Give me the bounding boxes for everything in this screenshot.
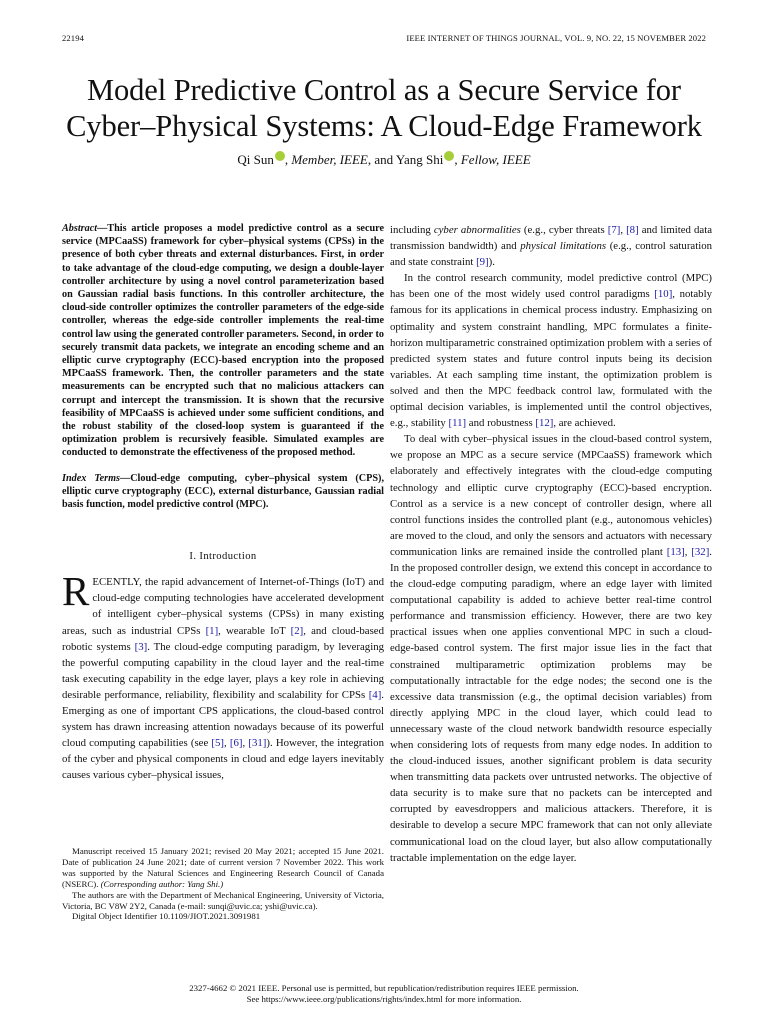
text-run: In the control research community, model predictive control (MPC) has been one of the most widely used control paradigms — [390, 272, 712, 301]
citation-link[interactable]: [31] — [248, 737, 267, 750]
orcid-icon[interactable] — [444, 151, 454, 161]
copyright-footer — [40, 983, 728, 1005]
body-paragraph — [390, 431, 712, 866]
text-run: , are achieved. — [553, 417, 616, 430]
journal-header: IEEE INTERNET OF THINGS JOURNAL, VOL. 9, NO. 22, 15 NOVEMBER 2022 — [406, 33, 706, 43]
index-terms-label: Index Terms — [62, 472, 120, 484]
citation-link[interactable]: [1] — [205, 624, 219, 637]
corresponding-author: (Corresponding author: Yang Shi.) — [100, 878, 224, 889]
text-run: , wearable IoT — [218, 624, 291, 637]
text-run: cyber abnormalities — [433, 224, 521, 236]
citation-link[interactable]: [3] — [134, 640, 148, 653]
footnotes — [62, 846, 384, 922]
citation-link[interactable]: [8] — [626, 224, 639, 236]
citation-link[interactable]: [11] — [448, 417, 467, 430]
text-run: , notably famous for its applications in chemical process industry. Emphasizing on optimality and system constraint handling, MPC formulates a finite-horizon multiparametric constrained optimization problem with a series of predicted system states and future control inputs being its decision variables. At each sampling time instant, the optimization problem is solved and then the MPC feedback control law, formulated with the optimal decision variables, is implemented until the control objectives, e.g., stability — [390, 288, 712, 430]
author-name[interactable]: Yang Shi — [395, 152, 444, 167]
text-run: physical limitations — [520, 240, 607, 253]
citation-link[interactable]: [10] — [654, 288, 673, 301]
text-run: (e.g., cyber threats — [520, 224, 608, 236]
text-run: ECENTLY, the rapid advancement of Internet-of-Things (IoT) and cloud-edge computing technologies have accelerated development of intelligent cyber–physical systems (CPSs) in many existing areas, such as industrial CPSs — [62, 576, 384, 637]
text-run: including — [390, 224, 434, 236]
citation-link[interactable]: [6] — [229, 737, 243, 750]
copyright-line: 2327-4662 © 2021 IEEE. Personal use is permitted, but republication/redistribution requires IEEE permission. — [189, 983, 579, 993]
orcid-icon[interactable] — [275, 151, 285, 161]
paper-title: Model Predictive Control as a Secure Service for Cyber–Physical Systems: A Cloud-Edge Framework — [66, 73, 702, 143]
index-terms — [62, 472, 384, 512]
text-run: , — [224, 737, 230, 750]
text-run: . In the proposed controller design, we extend this concept in accordance to the cloud-edge computing paradigm, where an edge layer with limited computational capability is added to achieve better real-time control performance and transmission efficiency. However, there are two key practical issues when one applies conventional MPC in such a cloud-edge-based control system. The first major issue lies in the fact that constrained multiparametric optimization problems may be computationally intractable for the edge nodes; the second one is the excessive data transmission (e.g., the optimal decision variables) from directly applying MPC in the cloud layer, which could lead to unnecessary waste of the cloud network bandwidth resource especially when considering lots of requests from many edge nodes. In addition to the cloud-induced issues, another significant problem is data security when transmitting data packets over untrusted networks. The objective of data security is to make sure that no packets can be intercepted and corrupted by eavesdroppers and malicious attackers. Therefore, it is desirable to develop a secure MPC framework that can not only alleviate communicational load on the cloud layer, but also allow computationally tractable implementation on the edge layer. — [390, 545, 712, 864]
author-name[interactable]: Qi Sun — [237, 152, 274, 167]
text-run: (e.g., control saturation and state constraint — [390, 240, 713, 269]
rights-link[interactable]: See https://www.ieee.org/publications/rights/index.html for more information. — [246, 994, 522, 1004]
left-column — [62, 222, 384, 783]
citation-link[interactable]: [9] — [476, 256, 489, 269]
abstract-dash: — — [97, 223, 108, 234]
citation-link[interactable]: [7] — [607, 224, 621, 236]
author-separator: , — [284, 152, 292, 167]
abstract-label: Abstract — [62, 223, 98, 234]
author-role: Member, IEEE — [291, 152, 368, 167]
text-run: To deal with cyber–physical issues in the cloud-based control system, we propose an MPC as a secure service (MPCaaSS) framework which elaborately and effectively integrates with the cloud-edge computing technology and elliptic curve cryptography (ECC)-based encryption. Control as a service is a new concept of controller design, where all control functions insides the controlled plant (e.g., autonomous vehicles) are moved to the cloud, and only the sensors and actuators with necessary communication links are remained inside the controlled plant — [390, 433, 712, 558]
intro-paragraph — [62, 568, 384, 783]
abstract — [62, 222, 384, 460]
citation-link[interactable]: [2] — [290, 624, 304, 637]
abstract-text: This article proposes a model predictive control as a secure service (MPCaaSS) framework for cyber–physical systems (CPSs) in the presence of both cyber threats and external disturbances. First, in order to take advantage of the cloud-edge computing, we design a double-layer controller architecture by using a novel control parameterization based on Gaussian radial basis functions. In this controller architecture, the cloud-side controller optimizes the controller parameters of the edge-side controller, whereas the edge-side controller implements the real-time control law using the generated controller parameters. Second, in order to securely transmit data packets, we integrate an encoding scheme and an elliptic curve cryptography (ECC)-based encryption into the proposed MPCaaSS framework. Then, the controller parameters and the state measurements can be encrypted such that no malicious attackers can corrupt and intercept the transmission. It is shown that the recursive feasibility of MPCaaSS is achieved under some sufficient conditions, and the robust stability of the closed-loop system is guaranteed if the optimization problem is recursively feasible. Simulated examples are conducted to demonstrate the effectiveness of the proposed method. — [62, 223, 384, 459]
text-run: ). However, the integration of the cyber and physical components in cloud and edge layers inevitably causes various cyber–physical issues, — [62, 737, 384, 782]
text-run: . Emerging as one of important CPS applications, the cloud-based control system has drawn increasing attention nowadays because of its powerful cloud computing capabilities (see — [62, 688, 384, 750]
citation-link[interactable]: [13] — [666, 545, 685, 558]
citation-link[interactable]: [32] — [691, 545, 710, 558]
text-run: and limited data transmission bandwidth) and — [390, 224, 712, 253]
text-run: ). — [488, 256, 495, 269]
drop-cap: R — [62, 568, 90, 615]
footnote-text: Manuscript received 15 January 2021; revised 20 May 2021; accepted 15 June 2021. Date of publication 24 June 2021; date of current version 7 November 2022. This work was supported by the Natural Sciences and Engineering Research Council of Canada (NSERC). — [62, 846, 384, 889]
footnote-manuscript — [62, 846, 384, 890]
citation-link[interactable]: [12] — [535, 417, 554, 430]
footnote-doi[interactable]: Digital Object Identifier 10.1109/JIOT.2021.3091981 — [72, 911, 261, 922]
footnote-affiliation: The authors are with the Department of Mechanical Engineering, University of Victoria, Victoria, BC V8W 2Y2, Canada (e-mail: sunqi@uvic.ca; yshi@uvic.ca). — [62, 889, 384, 911]
page-number: 22194 — [62, 33, 84, 43]
index-terms-text: Cloud-edge computing, cyber–physical system (CPS), elliptic curve cryptography (ECC), external disturbance, Gaussian radial basis function, model predictive control (MPC). — [62, 472, 384, 511]
text-run: . The cloud-edge computing paradigm, by leveraging the powerful computing capability in the cloud layer and the real-time task executing capability in the edge layer, plays a key role in achieving desirable performance, reliability, flexibility and scalability for CPSs — [62, 640, 384, 701]
body-paragraph — [390, 270, 712, 431]
text-run: , — [620, 224, 627, 236]
text-run: and robustness — [466, 417, 536, 430]
text-run: , and cloud-based robotic systems — [62, 624, 384, 653]
citation-link[interactable]: [5] — [211, 737, 225, 750]
text-run: , — [242, 737, 249, 750]
author-separator: , — [454, 152, 461, 167]
section-heading: I. Introduction — [189, 551, 257, 563]
author-line — [40, 151, 728, 168]
author-separator: , and — [367, 152, 396, 167]
body-paragraph — [390, 222, 712, 270]
index-terms-dash: — — [120, 472, 131, 484]
citation-link[interactable]: [4] — [368, 688, 382, 701]
text-run: , — [684, 545, 692, 558]
author-role: Fellow, IEEE — [460, 152, 531, 167]
right-column — [390, 222, 712, 866]
